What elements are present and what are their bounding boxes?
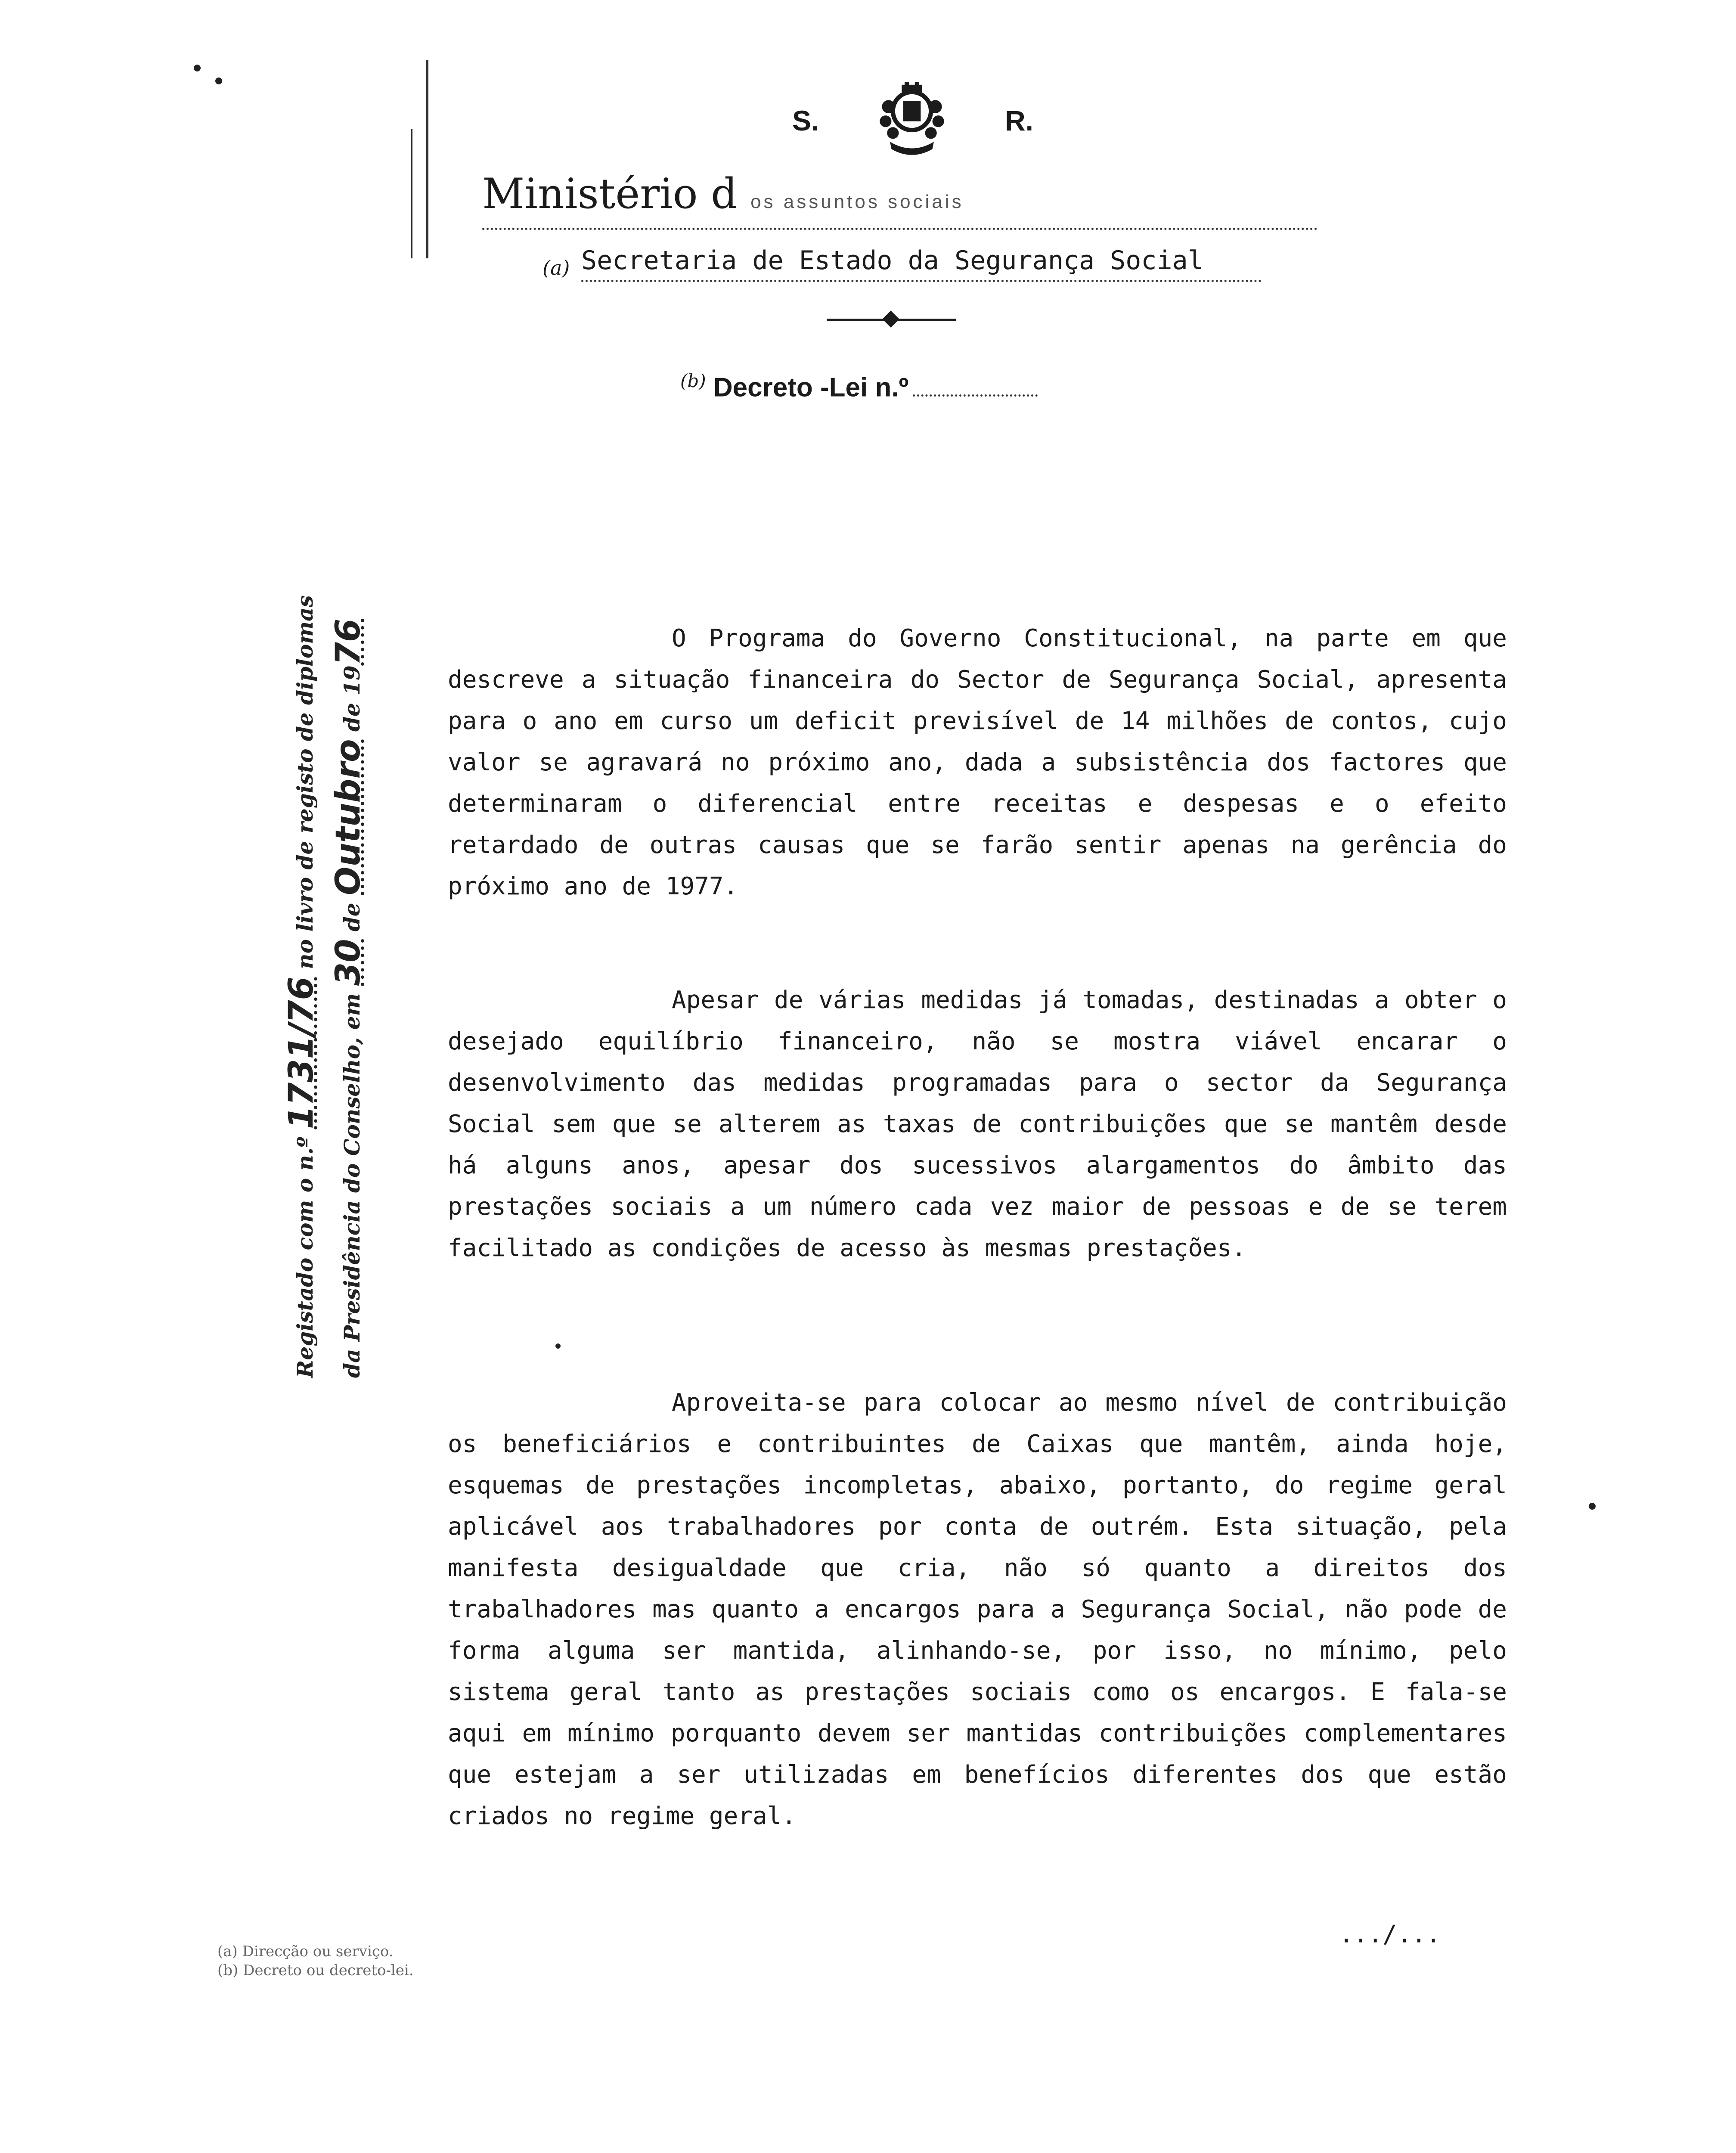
continued-marker: .../...	[1339, 1920, 1441, 1948]
letterhead-monogram	[792, 82, 1033, 159]
registration-presidency: da Presidência do Conselho, em	[339, 993, 365, 1378]
monogram-right: R.	[1004, 105, 1033, 137]
footnotes	[217, 1942, 414, 1980]
registration-book: no livro de registo de diplomas	[292, 595, 318, 969]
registration-note	[280, 517, 374, 1378]
scan-artifact-dot	[215, 78, 222, 84]
registration-day: 30	[329, 939, 368, 986]
ministry-name: os assuntos sociais	[750, 191, 964, 212]
decreto-title: Decreto -Lei n.º	[713, 372, 909, 403]
registration-text: Registado com o n.º	[292, 1136, 318, 1378]
secretaria-label: (a)	[542, 256, 570, 279]
scan-artifact-dot	[194, 65, 201, 71]
paragraph-2	[448, 980, 1507, 1269]
registration-note-line-2	[327, 517, 374, 1378]
body-paragraph: Apesar de várias medidas já tomadas, destinadas a obter o desejado equilíbrio financeiro, não se mostra viável encarar o desenvolvimento das medidas programadas para o sector da Segurança Social sem que se alterem as taxas de contribuições que se mantêm desde há alguns anos, apesar dos sucessivos alargamentos do âmbito das prestações sociais a um número cada vez maior de pessoas e de se terem facilitado as condições de acesso às mesmas prestações.	[448, 986, 1507, 1262]
decreto-line	[680, 362, 1038, 407]
ministry-prefix: Ministério d	[482, 170, 738, 218]
monogram-left: S.	[792, 105, 819, 137]
scan-artifact-dot	[1589, 1503, 1596, 1510]
coat-of-arms-icon	[875, 82, 949, 159]
registration-number: 1731/76	[282, 977, 321, 1129]
registration-year-prefix: de 19	[339, 665, 365, 732]
registration-year: 76	[329, 618, 368, 666]
footnote-a: (a) Direcção ou serviço.	[217, 1943, 394, 1960]
body-paragraph: O Programa do Governo Constitucional, na parte em que descreve a situação financeira do Sector de Segurança Social, apresenta para o ano em curso um deficit previsível de 14 milhões de contos, cujo valor se agravará no próximo ano, dada a subsistência dos factores que determinaram o diferencial entre receitas e despesas e o efeito retardado de outras causas que se farão sentir apenas na gerência do próximo ano de 1977.	[448, 624, 1507, 900]
scan-artifact-line	[411, 129, 412, 258]
body-paragraph: Aproveita-se para colocar ao mesmo nível de contribuição os beneficiários e contribuintes de Caixas que mantêm, ainda hoje, esquemas de prestações incompletas, abaixo, portanto, do regime geral aplicável aos trabalhadores por conta de outrém. Esta situação, pela manifesta desigualdade que cria, não só quanto a direitos dos trabalhadores mas quanto a encargos para a Segurança Social, não pode de forma alguma ser mantida, alinhando-se, por isso, no mínimo, pelo sistema geral tanto as prestações sociais como os encargos. E fala-se aqui em mínimo porquanto devem ser mantidas contribuições complementares que estejam a ser utilizadas em benefícios diferentes dos que estão criados no regime geral.	[448, 1389, 1507, 1830]
footnote-b: (b) Decreto ou decreto-lei.	[217, 1962, 414, 1979]
secretaria-title: Secretaria de Estado da Segurança Social	[581, 241, 1262, 282]
ministry-line	[482, 168, 1318, 230]
scan-artifact-line	[426, 60, 428, 258]
separator-diamond-icon	[882, 310, 899, 328]
scan-artifact-dot	[555, 1343, 561, 1349]
registration-de: de	[339, 903, 365, 932]
registration-month: Outubro	[329, 739, 368, 895]
decreto-label: (b)	[680, 370, 706, 391]
paragraph-3	[448, 1382, 1507, 1837]
registration-note-line-1	[280, 517, 327, 1378]
decreto-number-blank	[913, 394, 1038, 397]
paragraph-1	[448, 618, 1507, 907]
